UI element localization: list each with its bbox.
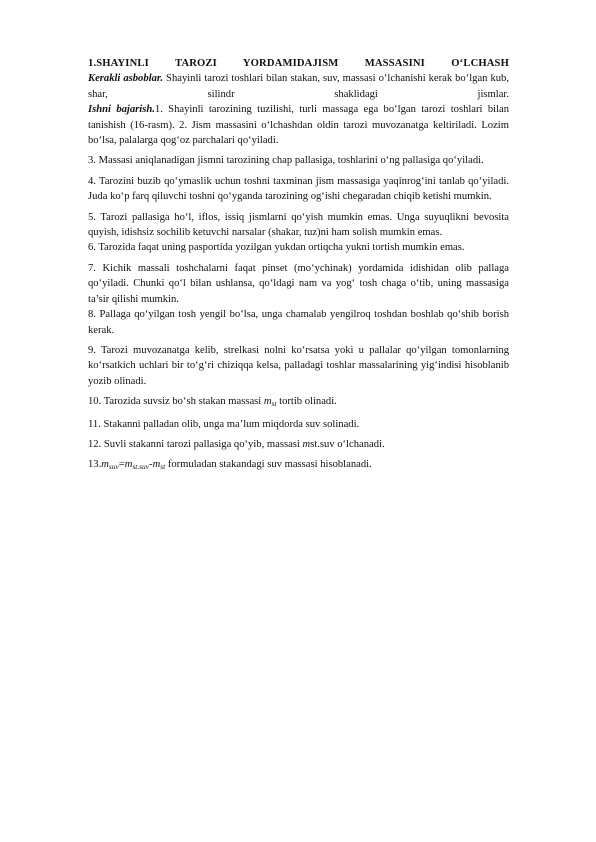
page-title: 1.SHAYINLI TAROZI YORDAMIDAJISM MASSASINI O‘LCHASH (88, 58, 509, 69)
procedure-label: Ishni bajarish. (88, 104, 155, 116)
mass-subscript: st (271, 399, 277, 409)
mass-subscript: st.suv (132, 462, 150, 472)
mass-subscript: suv (108, 462, 119, 472)
step-9: 9. Tarozi muvozanatga kelib, strelkasi nolni ko‘rsatsa yoki u pallalar qo‘yilgan tomonlarning ko‘rsatkich uchlari bir to‘g‘ri chiziqqa kelsa, palladagi toshlar massalarining yig‘indisi hisoblanib yozib olinadi. (88, 344, 509, 387)
step-13 (88, 457, 509, 474)
procedure-text: 1. Shayinli tarozining tuzilishi, turli massaga ega bo‘lgan tarozi toshlari bilan tanishish (16-rasm). 2. Jism massasini o‘lchashdan oldin tarozi muvozanatga keltiriladi. Lozim bo‘lsa, palalarga qog‘oz parchalari qo‘yiladi. (88, 104, 510, 147)
step-10 (88, 394, 509, 411)
mass-symbol: m (101, 459, 109, 471)
step-10-text: 10. Tarozida suvsiz bo‘sh stakan massasi (88, 396, 264, 408)
step-12-text: 12. Suvli stakanni tarozi pallasiga qo‘yib, massasi (88, 438, 303, 450)
step-5: 5. Tarozi pallasiga ho‘l, iflos, issiq jismlarni qo‘yish mumkin emas. Unga suyuqlikni bevosita quyish, idishsiz sochilib ketuvchi narsalar (shakar, tuz)ni ham solish mumkin emas. (88, 211, 509, 239)
equals-sign: = (118, 459, 125, 471)
step-4: 4. Tarozini buzib qo‘ymaslik uchun toshni taxminan jism massasiga yaqinrog‘ini tanlab qo‘yiladi. Juda ko‘p farq qiluvchi toshni qo‘yganda tarozining og‘ishi chegaradan chiqib ketishi mumkin. (88, 175, 509, 203)
minus-sign: - (149, 459, 153, 471)
step-12-end: st.suv o‘lchanadi. (310, 438, 385, 450)
equipment-text: Shayinli tarozi toshlari bilan stakan, suv, massasi o‘lchanishi kerak bo‘lgan kub, shar, silindr shaklidagi jismlar. (88, 73, 509, 100)
mass-subscript: st (160, 462, 166, 472)
step-12 (88, 437, 509, 452)
procedure-paragraph (88, 102, 509, 148)
mass-symbol: m (152, 459, 161, 471)
step-13-text: formuladan stakandagi suv massasi hisoblanadi. (165, 459, 372, 471)
mass-symbol: m (302, 438, 311, 450)
step-13-number: 13. (88, 459, 102, 471)
step-8: 8. Pallaga qo‘yilgan tosh yengil bo‘lsa, unga chamalab yengilroq toshdan boshlab qo‘shib borish kerak. (88, 309, 509, 336)
step-6: 6. Tarozida faqat uning pasportida yozilgan yukdan ortiqcha yukni tortish mumkin emas. (88, 242, 465, 254)
document-page (88, 56, 509, 480)
equipment-paragraph (88, 71, 509, 102)
step-10-end: tortib olinadi. (276, 396, 337, 408)
step-7: 7. Kichik massali toshchalarni faqat pinset (mo‘ychinak) yordamida idishidan olib pallaga qo‘yiladi. Chunki qo‘l bilan ushlansa, qo‘ldagi nam va yog‘ tosh chaga o‘tib, uning massasiga ta’sir qilishi mumkin. (88, 262, 509, 305)
step-11: 11. Stakanni palladan olib, unga ma’lum miqdorda suv solinadi. (88, 418, 360, 430)
mass-symbol: m (124, 459, 133, 471)
mass-symbol: m (263, 396, 272, 408)
equipment-label: Kerakli asboblar. (88, 73, 164, 85)
step-3: 3. Massasi aniqlanadigan jismni tarozining chap pallasiga, toshlarini o‘ng pallasiga qo‘yiladi. (88, 155, 484, 167)
